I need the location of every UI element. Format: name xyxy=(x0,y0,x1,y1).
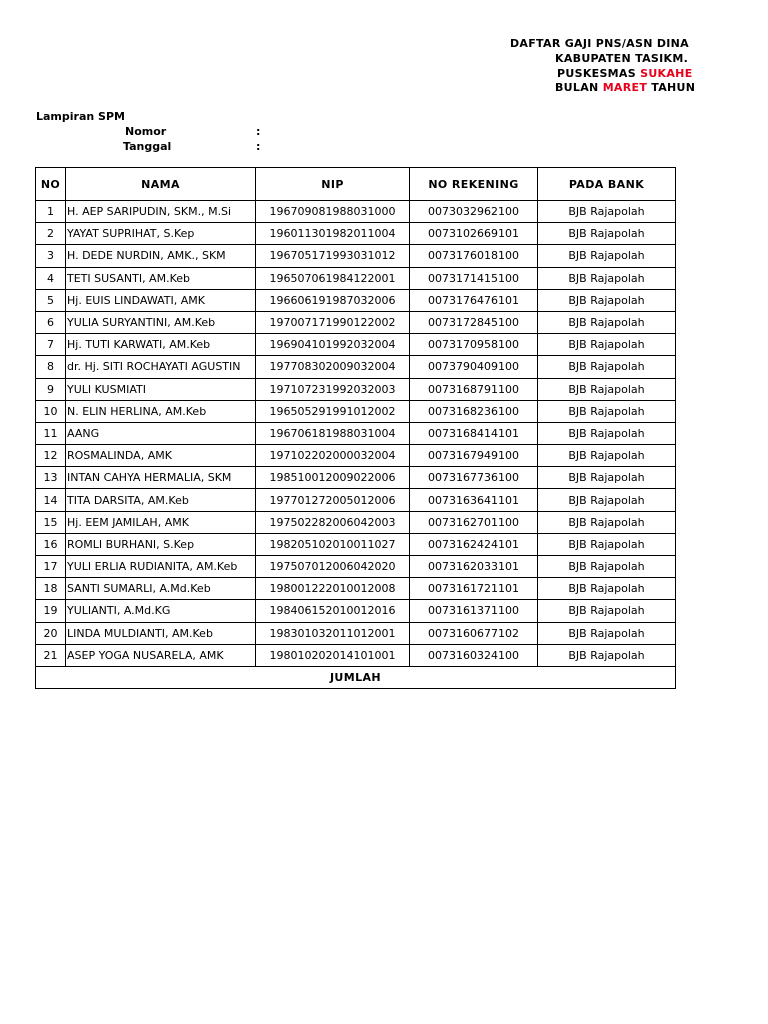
cell-nip: 198205102010011027 xyxy=(256,533,410,555)
cell-no: 9 xyxy=(36,378,66,400)
cell-nip: 198301032011012001 xyxy=(256,622,410,644)
cell-rekening: 0073172845100 xyxy=(410,311,538,333)
cell-no: 14 xyxy=(36,489,66,511)
cell-rekening: 0073790409100 xyxy=(410,356,538,378)
cell-rekening: 0073168791100 xyxy=(410,378,538,400)
cell-rekening: 0073102669101 xyxy=(410,223,538,245)
cell-nama: ROSMALINDA, AMK xyxy=(66,445,256,467)
cell-bank: BJB Rajapolah xyxy=(538,422,676,444)
nomor-separator: : xyxy=(256,125,261,138)
cell-no: 6 xyxy=(36,311,66,333)
cell-nama: YULIANTI, A.Md.KG xyxy=(66,600,256,622)
cell-nip: 196709081988031000 xyxy=(256,201,410,223)
header-title: DAFTAR GAJI PNS/ASN DINA xyxy=(510,37,689,50)
column-header-nip: NIP xyxy=(256,168,410,201)
column-header-no: NO xyxy=(36,168,66,201)
header-regency: KABUPATEN TASIKM. xyxy=(555,52,689,65)
cell-no: 11 xyxy=(36,422,66,444)
table-row xyxy=(36,378,676,400)
table-row xyxy=(36,289,676,311)
cell-nama: YAYAT SUPRIHAT, S.Kep xyxy=(66,223,256,245)
table-row xyxy=(36,201,676,223)
cell-nip: 196706181988031004 xyxy=(256,422,410,444)
cell-nama: N. ELIN HERLINA, AM.Keb xyxy=(66,400,256,422)
tanggal-separator: : xyxy=(256,140,261,153)
cell-rekening: 0073161721101 xyxy=(410,578,538,600)
cell-nip: 197107231992032003 xyxy=(256,378,410,400)
table-row xyxy=(36,400,676,422)
cell-nama: TETI SUSANTI, AM.Keb xyxy=(66,267,256,289)
table-row xyxy=(36,267,676,289)
table-row xyxy=(36,533,676,555)
table-row xyxy=(36,578,676,600)
table-row xyxy=(36,445,676,467)
cell-nama: H. DEDE NURDIN, AMK., SKM xyxy=(66,245,256,267)
table-row xyxy=(36,489,676,511)
cell-rekening: 0073160324100 xyxy=(410,644,538,666)
cell-bank: BJB Rajapolah xyxy=(538,578,676,600)
table-row xyxy=(36,422,676,444)
cell-nip: 196507061984122001 xyxy=(256,267,410,289)
cell-rekening: 0073163641101 xyxy=(410,489,538,511)
cell-rekening: 0073168414101 xyxy=(410,422,538,444)
header-period-month: MARET xyxy=(602,81,648,94)
cell-nama: Hj. EUIS LINDAWATI, AMK xyxy=(66,289,256,311)
cell-nip: 197502282006042003 xyxy=(256,511,410,533)
column-header-bank: PADA BANK xyxy=(538,168,676,201)
cell-no: 17 xyxy=(36,556,66,578)
cell-rekening: 0073161371100 xyxy=(410,600,538,622)
header-period xyxy=(555,81,695,94)
column-header-nama: NAMA xyxy=(66,168,256,201)
header-puskesmas-name: SUKAHE xyxy=(640,67,693,80)
cell-bank: BJB Rajapolah xyxy=(538,511,676,533)
nomor-label: Nomor xyxy=(125,125,167,138)
cell-bank: BJB Rajapolah xyxy=(538,622,676,644)
cell-bank: BJB Rajapolah xyxy=(538,533,676,555)
header-puskesmas-prefix: PUSKESMAS xyxy=(557,67,641,80)
cell-no: 1 xyxy=(36,201,66,223)
cell-nip: 197007171990122002 xyxy=(256,311,410,333)
cell-nip: 196505291991012002 xyxy=(256,400,410,422)
cell-bank: BJB Rajapolah xyxy=(538,289,676,311)
cell-bank: BJB Rajapolah xyxy=(538,201,676,223)
cell-no: 7 xyxy=(36,334,66,356)
cell-no: 18 xyxy=(36,578,66,600)
cell-rekening: 0073162033101 xyxy=(410,556,538,578)
table-row xyxy=(36,334,676,356)
header-puskesmas xyxy=(557,67,693,80)
cell-nama: Hj. TUTI KARWATI, AM.Keb xyxy=(66,334,256,356)
cell-rekening: 0073168236100 xyxy=(410,400,538,422)
lampiran-label: Lampiran SPM xyxy=(36,110,125,123)
cell-nip: 196011301982011004 xyxy=(256,223,410,245)
cell-rekening: 0073167949100 xyxy=(410,445,538,467)
cell-nama: YULI ERLIA RUDIANITA, AM.Keb xyxy=(66,556,256,578)
cell-rekening: 0073176018100 xyxy=(410,245,538,267)
cell-bank: BJB Rajapolah xyxy=(538,644,676,666)
cell-bank: BJB Rajapolah xyxy=(538,445,676,467)
cell-rekening: 0073171415100 xyxy=(410,267,538,289)
cell-rekening: 0073162701100 xyxy=(410,511,538,533)
cell-nip: 196705171993031012 xyxy=(256,245,410,267)
cell-rekening: 0073032962100 xyxy=(410,201,538,223)
document-header xyxy=(0,0,696,100)
cell-nip: 197507012006042020 xyxy=(256,556,410,578)
table-row xyxy=(36,622,676,644)
cell-bank: BJB Rajapolah xyxy=(538,489,676,511)
cell-bank: BJB Rajapolah xyxy=(538,245,676,267)
cell-nama: AANG xyxy=(66,422,256,444)
cell-nama: ASEP YOGA NUSARELA, AMK xyxy=(66,644,256,666)
cell-nama: Hj. EEM JAMILAH, AMK xyxy=(66,511,256,533)
cell-nip: 198406152010012016 xyxy=(256,600,410,622)
cell-bank: BJB Rajapolah xyxy=(538,378,676,400)
salary-table xyxy=(35,167,676,689)
table-row xyxy=(36,245,676,267)
cell-nama: YULIA SURYANTINI, AM.Keb xyxy=(66,311,256,333)
cell-no: 12 xyxy=(36,445,66,467)
table-row xyxy=(36,311,676,333)
table-row xyxy=(36,223,676,245)
cell-rekening: 0073167736100 xyxy=(410,467,538,489)
cell-nama: H. AEP SARIPUDIN, SKM., M.Si xyxy=(66,201,256,223)
cell-nip: 196904101992032004 xyxy=(256,334,410,356)
cell-bank: BJB Rajapolah xyxy=(538,556,676,578)
total-row xyxy=(36,666,676,688)
cell-nama: dr. Hj. SITI ROCHAYATI AGUSTIN xyxy=(66,356,256,378)
table-header-row xyxy=(36,168,676,201)
cell-nama: INTAN CAHYA HERMALIA, SKM xyxy=(66,467,256,489)
cell-nama: LINDA MULDIANTI, AM.Keb xyxy=(66,622,256,644)
cell-rekening: 0073162424101 xyxy=(410,533,538,555)
cell-no: 20 xyxy=(36,622,66,644)
total-label: JUMLAH xyxy=(36,666,676,688)
table-row xyxy=(36,600,676,622)
cell-bank: BJB Rajapolah xyxy=(538,223,676,245)
cell-nama: YULI KUSMIATI xyxy=(66,378,256,400)
cell-bank: BJB Rajapolah xyxy=(538,600,676,622)
cell-nip: 197701272005012006 xyxy=(256,489,410,511)
cell-nip: 197708302009032004 xyxy=(256,356,410,378)
cell-no: 8 xyxy=(36,356,66,378)
cell-rekening: 0073176476101 xyxy=(410,289,538,311)
cell-no: 16 xyxy=(36,533,66,555)
cell-bank: BJB Rajapolah xyxy=(538,311,676,333)
table-body xyxy=(36,201,676,667)
cell-bank: BJB Rajapolah xyxy=(538,356,676,378)
cell-nama: SANTI SUMARLI, A.Md.Keb xyxy=(66,578,256,600)
cell-no: 5 xyxy=(36,289,66,311)
cell-no: 15 xyxy=(36,511,66,533)
cell-no: 10 xyxy=(36,400,66,422)
cell-rekening: 0073160677102 xyxy=(410,622,538,644)
header-period-suffix: TAHUN xyxy=(647,81,696,94)
cell-bank: BJB Rajapolah xyxy=(538,467,676,489)
tanggal-label: Tanggal xyxy=(123,140,172,153)
cell-no: 2 xyxy=(36,223,66,245)
cell-nama: ROMLI BURHANI, S.Kep xyxy=(66,533,256,555)
cell-no: 3 xyxy=(36,245,66,267)
header-period-prefix: BULAN xyxy=(555,81,603,94)
table-row xyxy=(36,511,676,533)
cell-rekening: 0073170958100 xyxy=(410,334,538,356)
cell-nip: 198010202014101001 xyxy=(256,644,410,666)
cell-nip: 196606191987032006 xyxy=(256,289,410,311)
table-row xyxy=(36,644,676,666)
cell-no: 19 xyxy=(36,600,66,622)
table-row xyxy=(36,556,676,578)
cell-no: 4 xyxy=(36,267,66,289)
cell-bank: BJB Rajapolah xyxy=(538,400,676,422)
cell-no: 13 xyxy=(36,467,66,489)
cell-bank: BJB Rajapolah xyxy=(538,334,676,356)
cell-nip: 198510012009022006 xyxy=(256,467,410,489)
table-row xyxy=(36,467,676,489)
cell-nama: TITA DARSITA, AM.Keb xyxy=(66,489,256,511)
cell-nip: 197102202000032004 xyxy=(256,445,410,467)
cell-no: 21 xyxy=(36,644,66,666)
cell-nip: 198001222010012008 xyxy=(256,578,410,600)
cell-bank: BJB Rajapolah xyxy=(538,267,676,289)
column-header-rekening: NO REKENING xyxy=(410,168,538,201)
table-row xyxy=(36,356,676,378)
